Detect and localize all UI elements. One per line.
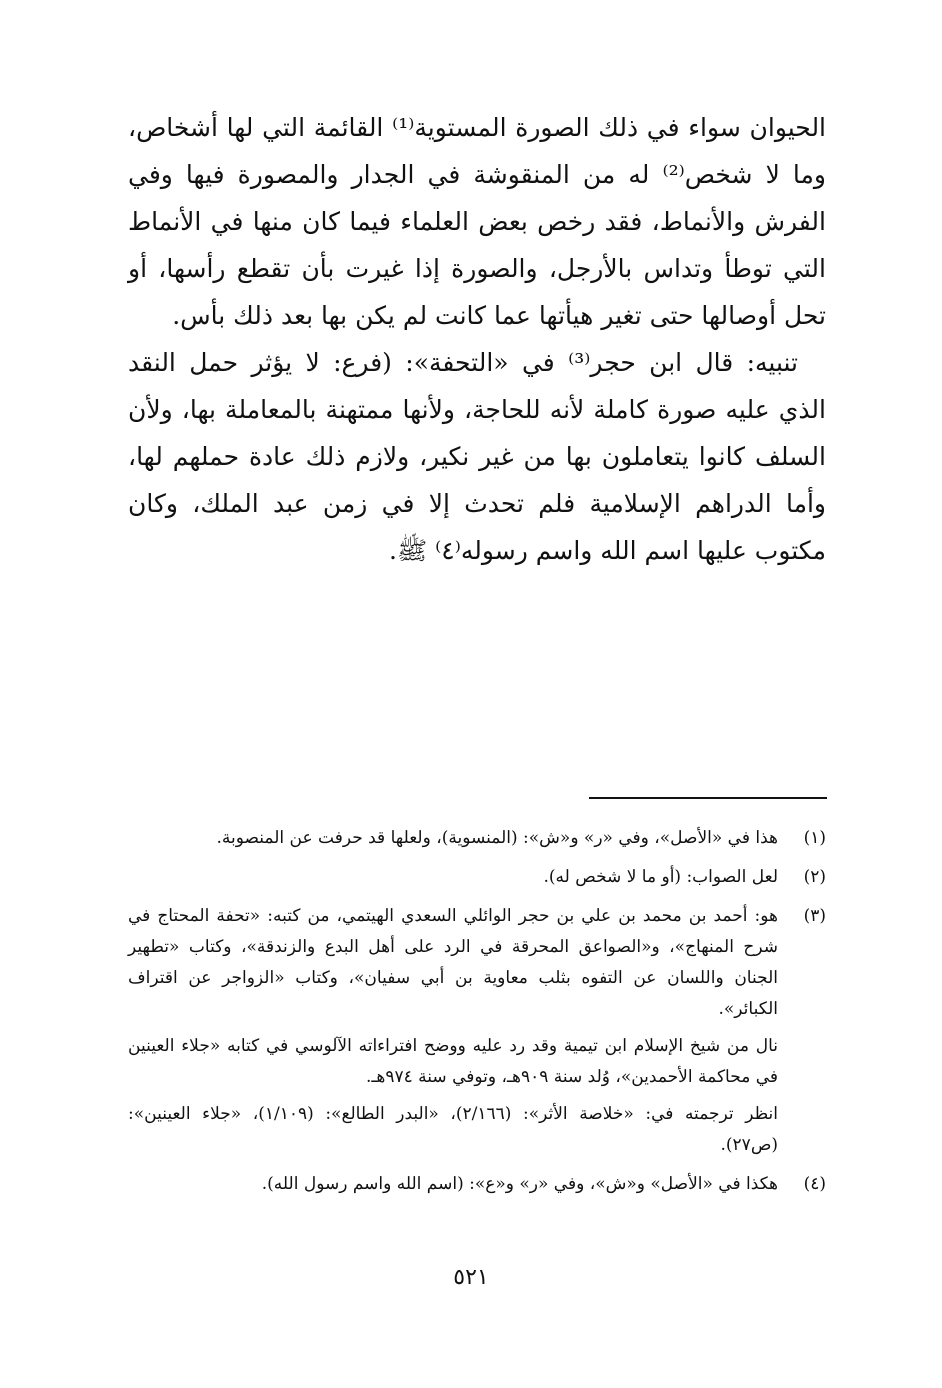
footnote-2 xyxy=(128,862,826,893)
footnote-1 xyxy=(128,823,826,854)
footnote-number: (١) xyxy=(803,828,826,848)
footnote-divider xyxy=(589,797,827,799)
footnote-number: (٤) xyxy=(803,1174,826,1194)
footnote-text: هذا في «الأصل»، وفي «ر» و«ش»: (المنسوية)، ولعلها قد حرفت عن المنصوبة. xyxy=(216,828,778,848)
main-paragraph-1: الحيوان سواء في ذلك الصورة المستوية⁽¹⁾ القائمة التي لها أشخاص، وما لا شخص⁽²⁾ له من المنقوشة في الجدار والمصورة فيها وفي الفرش والأنماط، فقد رخص بعض العلماء فيما كان منها في الأنماط التي توطأ وتداس بالأرجل، والصورة إذا غيرت بأن تقطع رأسها، أو تحل أوصالها حتى تغير هيأتها عما كانت لم يكن بها بعد ذلك بأس. xyxy=(128,113,827,330)
footnote-text: نال من شيخ الإسلام ابن تيمية وقد رد عليه ووضح افتراءاته الآلوسي في كتابه «جلاء العينين في محاكمة الأحمدين»، وُلد سنة ٩٠٩هـ، وتوفي سنة ٩٧٤هـ. xyxy=(128,1036,778,1087)
footnote-text: هو: أحمد بن محمد بن علي بن حجر الوائلي السعدي الهيتمي، من كتبه: «تحفة المحتاج في شرح المنهاج»، و«الصواعق المحرقة في الرد على أهل البدع والزندقة»، وكتاب «تطهير الجنان واللسان عن التفوه بثلب معاوية بن أبي سفيان»، وكتاب «الزواجر عن اقتراف الكبائر». xyxy=(128,906,778,1019)
main-paragraph-2: تنبيه: قال ابن حجر⁽³⁾ في «التحفة»: (فرع: لا يؤثر حمل النقد الذي عليه صورة كاملة لأنه للحاجة، ولأنها ممتهنة بالمعاملة بها، ولأن السلف كانوا يتعاملون بها من غير نكير، ولازم ذلك عادة حملهم لها، وأما الدراهم الإسلامية فلم تحدث إلا في زمن عبد الملك، وكان مكتوب عليها اسم الله واسم رسوله⁽٤⁾ ﷺ. xyxy=(128,348,826,565)
page-number: ٥٢١ xyxy=(453,1265,489,1290)
footnote-number: (٣) xyxy=(803,906,826,926)
footnote-text: هكذا في «الأصل» و«ش»، وفي «ر» و«ع»: (اسم الله واسم رسول الله). xyxy=(261,1174,778,1194)
footnotes xyxy=(128,823,826,1208)
footnote-3 xyxy=(128,901,826,1161)
main-text xyxy=(128,104,826,574)
footnote-4 xyxy=(128,1169,826,1200)
footnote-text: انظر ترجمته في: «خلاصة الأثر»: (٢/١٦٦)، «البدر الطالع»: (١/١٠٩)، «جلاء العينين»: (ص٢٧). xyxy=(128,1104,778,1155)
footnote-number: (٢) xyxy=(803,867,826,887)
footnote-text: لعل الصواب: (أو ما لا شخص له). xyxy=(543,867,778,887)
